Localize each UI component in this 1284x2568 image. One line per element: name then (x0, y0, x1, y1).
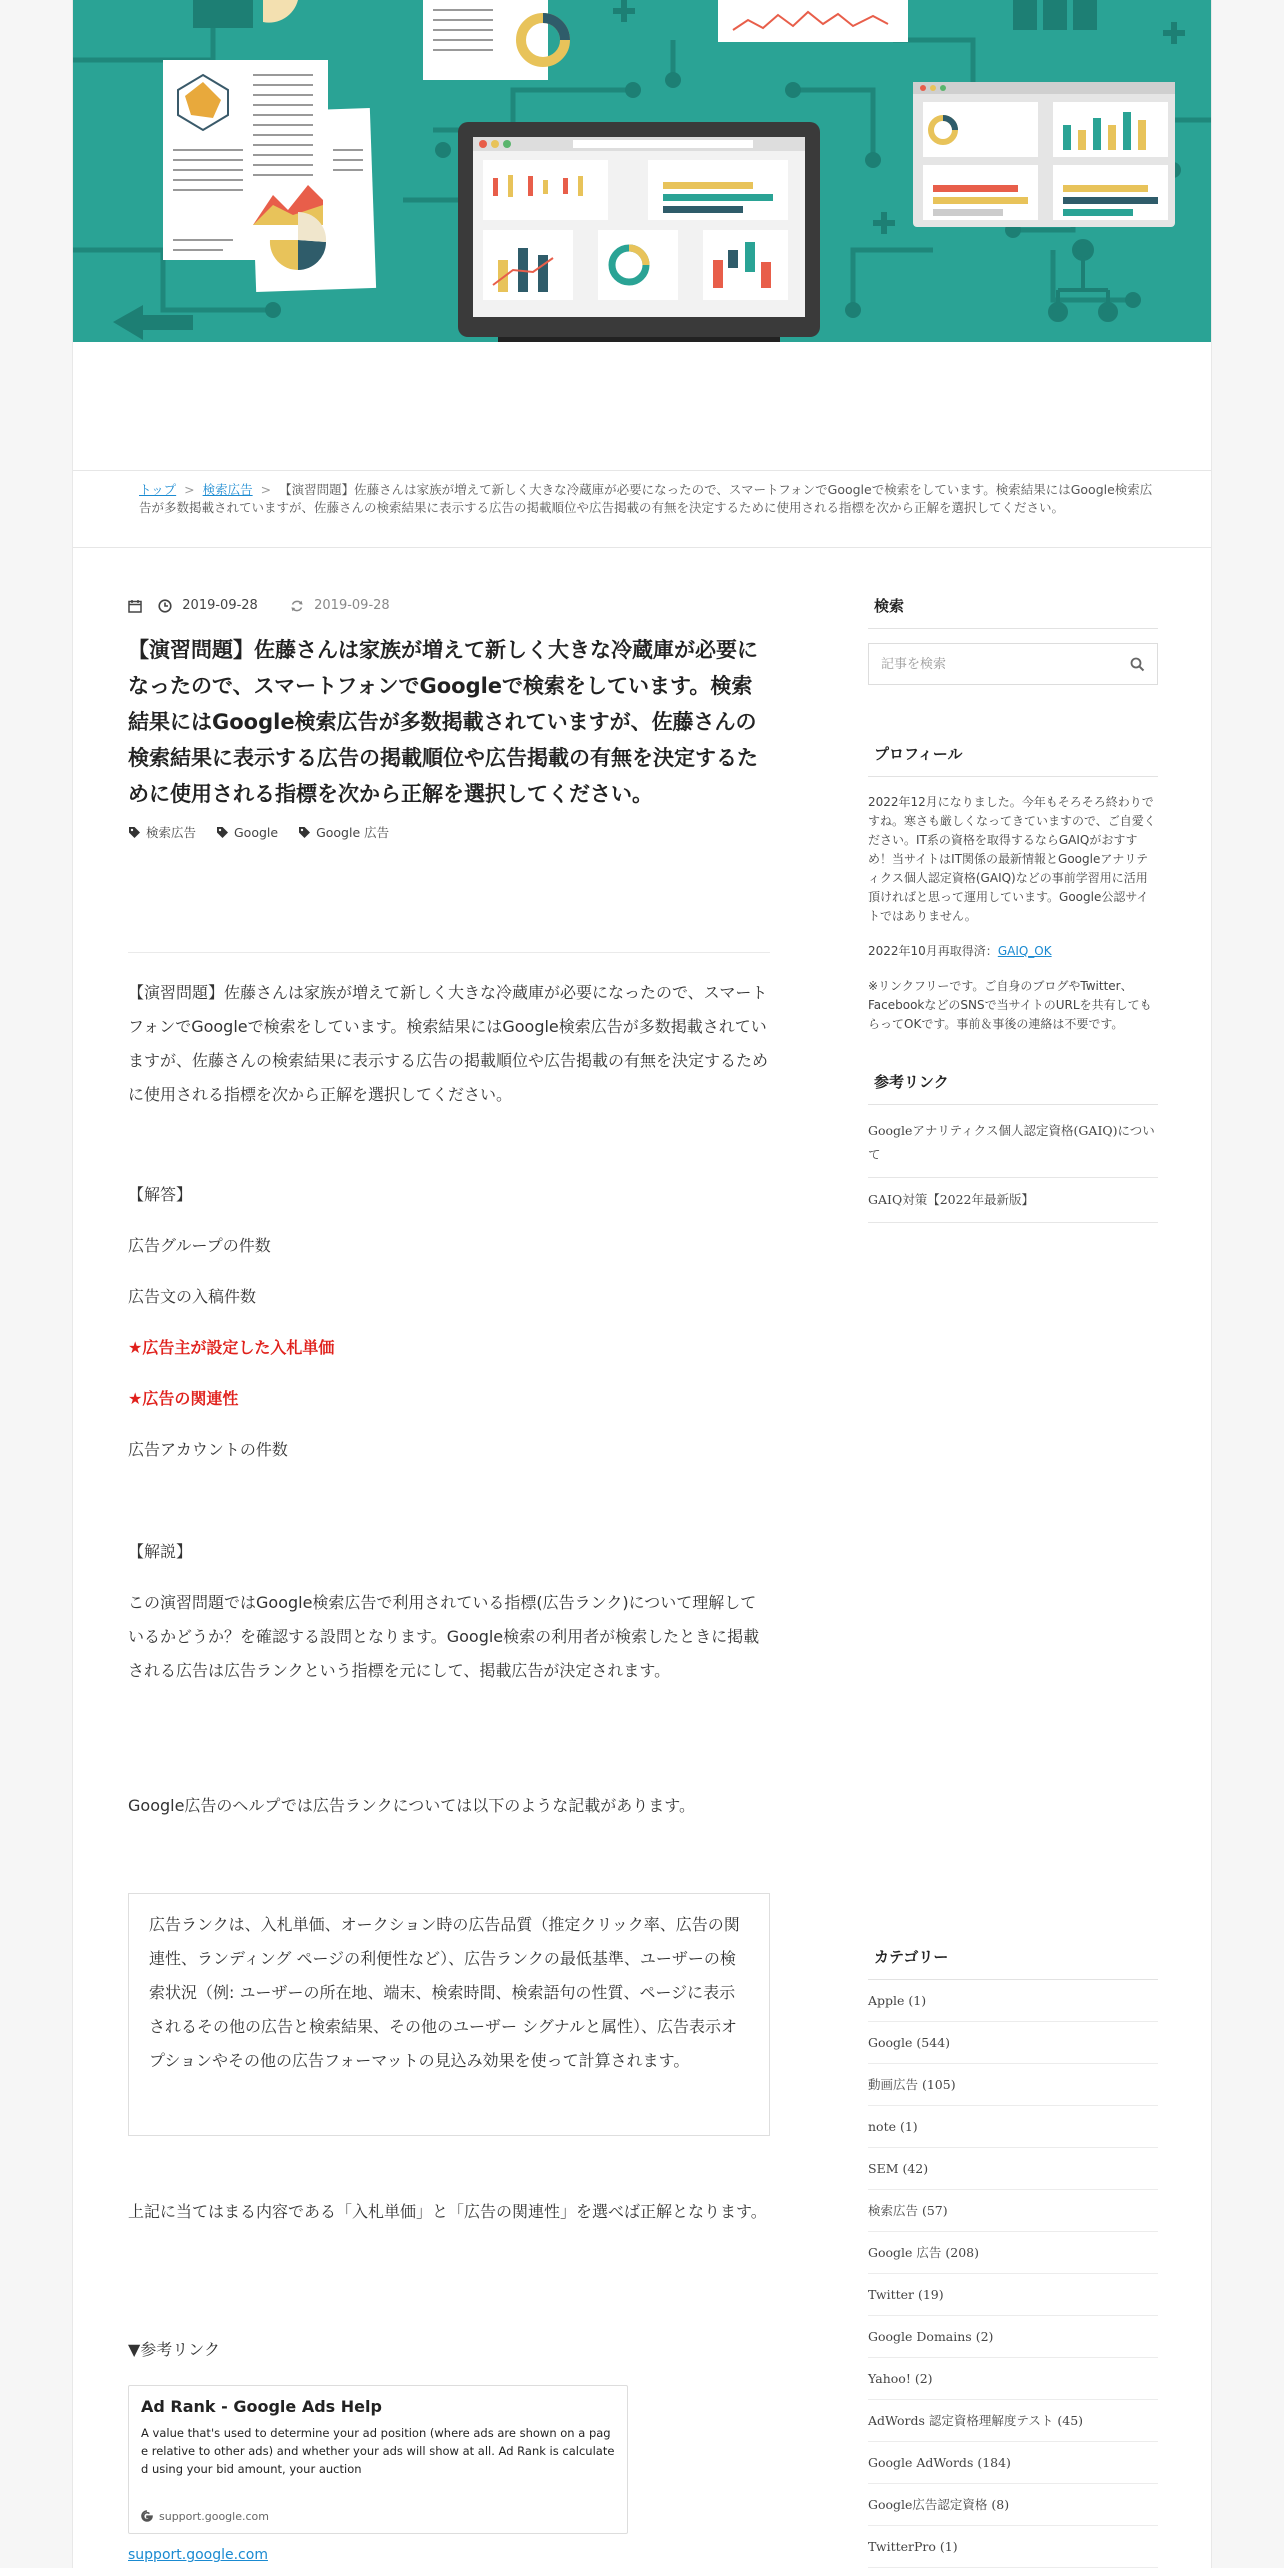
breadcrumb-separator: > (184, 482, 195, 497)
profile-pass: 2022年10月再取得済：GAIQ_OK (868, 944, 1052, 958)
profile-heading: プロフィール (868, 743, 1158, 777)
breadcrumb-category-link[interactable]: 検索広告 (202, 482, 253, 497)
sidebar-link-gaiq-2022[interactable]: GAIQ対策【2022年最新版】 (868, 1178, 1158, 1223)
published-date: 2019-09-28 (182, 598, 258, 613)
sidebar-categories (868, 1946, 1158, 2568)
answer-option-correct: ★広告主が設定した入札単価 (128, 1338, 335, 1357)
category-item[interactable]: Google 広告 (208) (868, 2232, 1158, 2274)
category-item[interactable]: Google広告認定資格 (8) (868, 2484, 1158, 2526)
category-item[interactable]: Google Domains (2) (868, 2316, 1158, 2358)
google-logo-icon (141, 2510, 153, 2522)
category-item[interactable]: Yahoo! (2) (868, 2358, 1158, 2400)
tag-google-ads[interactable]: Google 広告 (298, 823, 389, 841)
category-item[interactable]: Google AdWords (184) (868, 2442, 1158, 2484)
sidebar-links (868, 1071, 1158, 1223)
help-quote: 広告ランクは、入札単価、オークション時の広告品質（推定クリック率、広告の関連性、ランディング ページの利便性など）、広告ランクの最低基準、ユーザーの検索状況（例: ユーザーの所在地、端末、検索時間、検索語句の性質、ページに表示されるその他の広告と検索結果、その他のユーザー シグナルと属性）、広告表示オプションやその他の広告フォーマットの見込み効果を使って計算されます。 (128, 1893, 770, 2136)
categories-heading: カテゴリー (868, 1946, 1158, 1980)
article-dates (128, 598, 390, 618)
breadcrumb-separator: > (260, 482, 272, 497)
dashboard-illustration (73, 0, 1212, 342)
sidebar-search-heading: 検索 (868, 595, 1158, 629)
explanation-text: この演習問題ではGoogle検索広告で利用されている指標(広告ランク)について理解しているかどうか？を確認する設問となります。Google検索の利用者が検索したときに掲載される広告は広告ランクという指標を元にして、掲載広告が決定されます。 (128, 1593, 760, 1680)
links-heading: 参考リンク (868, 1071, 1158, 1105)
calendar-icon (128, 599, 142, 613)
tag-search-ads[interactable]: 検索広告 (128, 823, 196, 841)
search-input[interactable] (869, 644, 1109, 684)
tag-list (128, 823, 405, 841)
breadcrumb-current: 【演習問題】佐藤さんは家族が増えて新しく大きな冷蔵庫が必要になったので、スマートフォンでGoogleで検索をしています。検索結果にはGoogle検索広告が多数掲載されていますが、佐藤さんの検索結果に表示する広告の掲載順位や広告掲載の有無を決定するために使用される指標を次から正解を選択してください。 (139, 482, 1153, 515)
updated-date: 2019-09-28 (314, 598, 390, 613)
explanation-heading: 【解説】 (128, 1542, 193, 1561)
refresh-icon (290, 599, 304, 613)
breadcrumb (73, 470, 1212, 548)
sidebar-link-gaiq[interactable]: Googleアナリティクス個人認定資格(GAIQ)について (868, 1105, 1158, 1178)
answer-option: 広告文の入稿件数 (128, 1287, 257, 1306)
link-card-domain: support.google.com (141, 2510, 269, 2523)
profile-note: ※リンクフリーです。ご自身のブログやTwitter、FacebookなどのSNSで当サイトのURLを共有してもらってOKです。事前＆事後の連絡は不要です。 (868, 979, 1152, 1031)
breadcrumb-home-link[interactable]: トップ (139, 482, 177, 497)
help-intro-text: Google広告のヘルプでは広告ランクについては以下のような記載があります。 (128, 1796, 695, 1815)
tag-google[interactable]: Google (216, 825, 278, 840)
answer-heading: 【解答】 (128, 1185, 193, 1204)
search-box (868, 643, 1158, 685)
conclusion-text: 上記に当てはまる内容である「入札単価」と「広告の関連性」を選べば正解となります。 (128, 2202, 767, 2221)
category-item[interactable]: SEM (42) (868, 2148, 1158, 2190)
category-item[interactable]: 検索広告 (57) (868, 2190, 1158, 2232)
page (72, 0, 1212, 2568)
divider (128, 952, 770, 953)
tag-icon (216, 826, 229, 839)
reference-heading: ▼参考リンク (128, 2340, 220, 2359)
link-card-title: Ad Rank - Google Ads Help (141, 2397, 382, 2416)
answer-option: 広告グループの件数 (128, 1236, 271, 1255)
category-item[interactable]: Google (544) (868, 2022, 1158, 2064)
tag-icon (128, 826, 141, 839)
category-item[interactable]: TwitterPro (1) (868, 2526, 1158, 2568)
search-icon[interactable] (1130, 657, 1145, 672)
gaiq-ok-link[interactable]: GAIQ_OK (997, 944, 1052, 958)
category-item[interactable]: AdWords 認定資格理解度テスト (45) (868, 2400, 1158, 2442)
link-card[interactable] (128, 2385, 628, 2534)
category-item[interactable]: Twitter (19) (868, 2274, 1158, 2316)
category-item[interactable]: 動画広告 (105) (868, 2064, 1158, 2106)
sidebar-profile (868, 743, 1158, 1034)
article-title: 【演習問題】佐藤さんは家族が増えて新しく大きな冷蔵庫が必要になったので、スマートフォンでGoogleで検索をしています。検索結果にはGoogle検索広告が多数掲載されていますが、佐藤さんの検索結果に表示する広告の掲載順位や広告掲載の有無を決定するために使用される指標を次から正解を選択してください。 (128, 638, 758, 806)
category-item[interactable]: note (1) (868, 2106, 1158, 2148)
category-list (868, 1980, 1158, 2568)
source-link[interactable]: support.google.com (128, 2547, 268, 2563)
category-item[interactable]: Apple (1) (868, 1980, 1158, 2022)
profile-text: 2022年12月になりました。今年もそろそろ終わりですね。寒さも厳しくなってきていますので、ご自愛ください。IT系の資格を取得するならGAIQがおすすめ！当サイトはIT関係の最新情報とGoogleアナリティクス個人認定資格(GAIQ)などの事前学習用に活用頂ければと思って運用しています。Google公認サイトではありません。 (868, 795, 1156, 923)
answer-option-correct: ★広告の関連性 (128, 1389, 239, 1408)
link-card-description: A value that's used to determine your ad position (where ads are shown on a page relative to other ads) and whether your ads will show at all. Ad Rank is calculated using your bid amount, your auction (141, 2426, 615, 2476)
question-text: 【演習問題】佐藤さんは家族が増えて新しく大きな冷蔵庫が必要になったので、スマートフォンでGoogleで検索をしています。検索結果にはGoogle検索広告が多数掲載されていますが、佐藤さんの検索結果に表示する広告の掲載順位や広告掲載の有無を決定するために使用される指標を次から正解を選択してください。 (128, 983, 769, 1104)
answer-option: 広告アカウントの件数 (128, 1440, 288, 1459)
clock-icon (158, 599, 172, 613)
header-image (73, 0, 1212, 342)
tag-icon (298, 826, 311, 839)
